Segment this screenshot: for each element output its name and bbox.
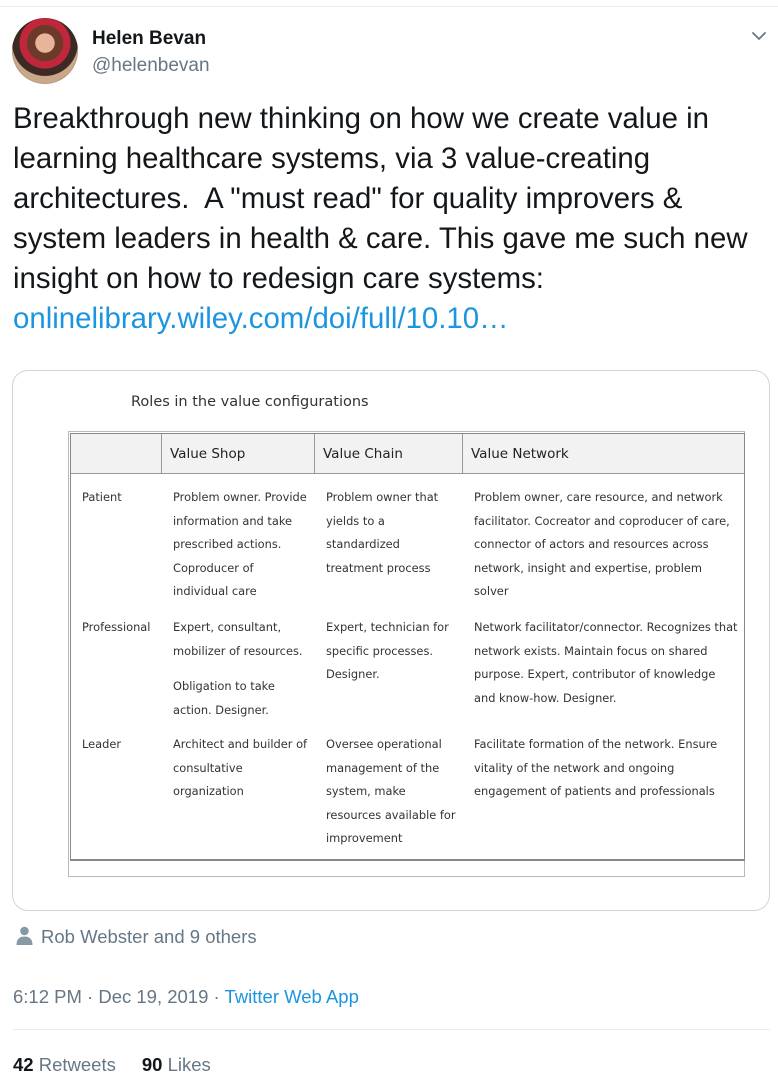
cell-patient-network: [474, 486, 739, 604]
chevron-down-icon[interactable]: [749, 26, 769, 46]
header-value-chain: Value Chain: [323, 446, 403, 462]
header-value-shop: Value Shop: [170, 446, 246, 462]
cell-text: Expert, consultant, mobilizer of resources.: [173, 620, 303, 658]
row-label-professional: Professional: [82, 620, 151, 634]
retweets-stat[interactable]: [13, 1054, 116, 1075]
tweet-meta: [13, 986, 359, 1008]
tweet-link[interactable]: onlinelibrary.wiley.com/doi/full/10.10…: [13, 302, 509, 335]
media-image[interactable]: [12, 370, 770, 911]
stats-divider: [13, 1029, 770, 1030]
row-label-patient: Patient: [82, 490, 122, 504]
retweets-count: 42: [13, 1054, 34, 1075]
cell-leader-chain: [326, 733, 458, 851]
cell-leader-shop: [173, 733, 311, 804]
tweet-text: [13, 99, 773, 339]
roles-table: [68, 431, 745, 877]
table-header-row: [71, 434, 744, 474]
cell-patient-shop: [173, 486, 311, 604]
image-title: Roles in the value configurations: [131, 394, 369, 410]
likes-count: 90: [141, 1054, 163, 1075]
row-label-leader: Leader: [82, 737, 122, 751]
likes-label: Likes: [167, 1054, 211, 1075]
cell-text: Network facilitator/connector. Recognizes that network exists. Maintain focus on shared purpose. Expert, contributor of knowledge and know-how. Designer.: [474, 620, 738, 705]
tweet-source[interactable]: Twitter Web App: [224, 986, 359, 1007]
meta-separator: ·: [208, 986, 225, 1007]
liked-by[interactable]: [16, 926, 257, 948]
person-icon: [16, 926, 33, 946]
cell-text: Oversee operational management of the system, make resources available for improvement: [326, 737, 456, 845]
likes-stat[interactable]: [142, 1054, 211, 1075]
cell-leader-network: [474, 733, 739, 804]
cell-text: Problem owner, care resource, and network facilitator. Cocreator and coproducer of care, connector of actors and resources across network, insight and expertise, problem solver: [474, 490, 730, 598]
liked-by-text: Rob Webster and 9 others: [41, 926, 257, 947]
cell-text: Facilitate formation of the network. Ensure vitality of the network and ongoing engagement of patients and professionals: [474, 737, 718, 798]
retweets-label: Retweets: [38, 1054, 116, 1075]
cell-professional-chain: [326, 616, 458, 687]
author-handle[interactable]: @helenbevan: [92, 55, 210, 76]
tweet-stats: [13, 1054, 211, 1076]
cell-text: Architect and builder of consultative organization: [173, 737, 308, 798]
top-divider: [0, 6, 778, 7]
tweet-body: Breakthrough new thinking on how we create value in learning healthcare systems, via 3 value-creating architectures. A "must read" for quality improvers & system leaders in health & care. This gave me such new insight on how to redesign care systems:: [13, 102, 756, 295]
cell-text: Problem owner that yields to a standardized treatment process: [326, 490, 439, 575]
cell-text: Problem owner. Provide information and take prescribed actions. Coproducer of individual care: [173, 490, 307, 598]
column-divider: [462, 434, 463, 474]
author-display-name[interactable]: Helen Bevan: [92, 28, 207, 49]
cell-professional-network: [474, 616, 739, 710]
header-value-network: Value Network: [471, 446, 569, 462]
tweet-timestamp[interactable]: 6:12 PM · Dec 19, 2019: [13, 986, 209, 1007]
column-divider: [314, 434, 315, 474]
cell-text: Obligation to take action. Designer.: [173, 679, 275, 717]
roles-table-body: [70, 433, 745, 861]
cell-text: Expert, technician for specific processes. Designer.: [326, 620, 449, 681]
cell-professional-shop: [173, 616, 311, 722]
avatar[interactable]: [12, 18, 78, 84]
column-divider: [161, 434, 162, 474]
cell-patient-chain: [326, 486, 458, 580]
